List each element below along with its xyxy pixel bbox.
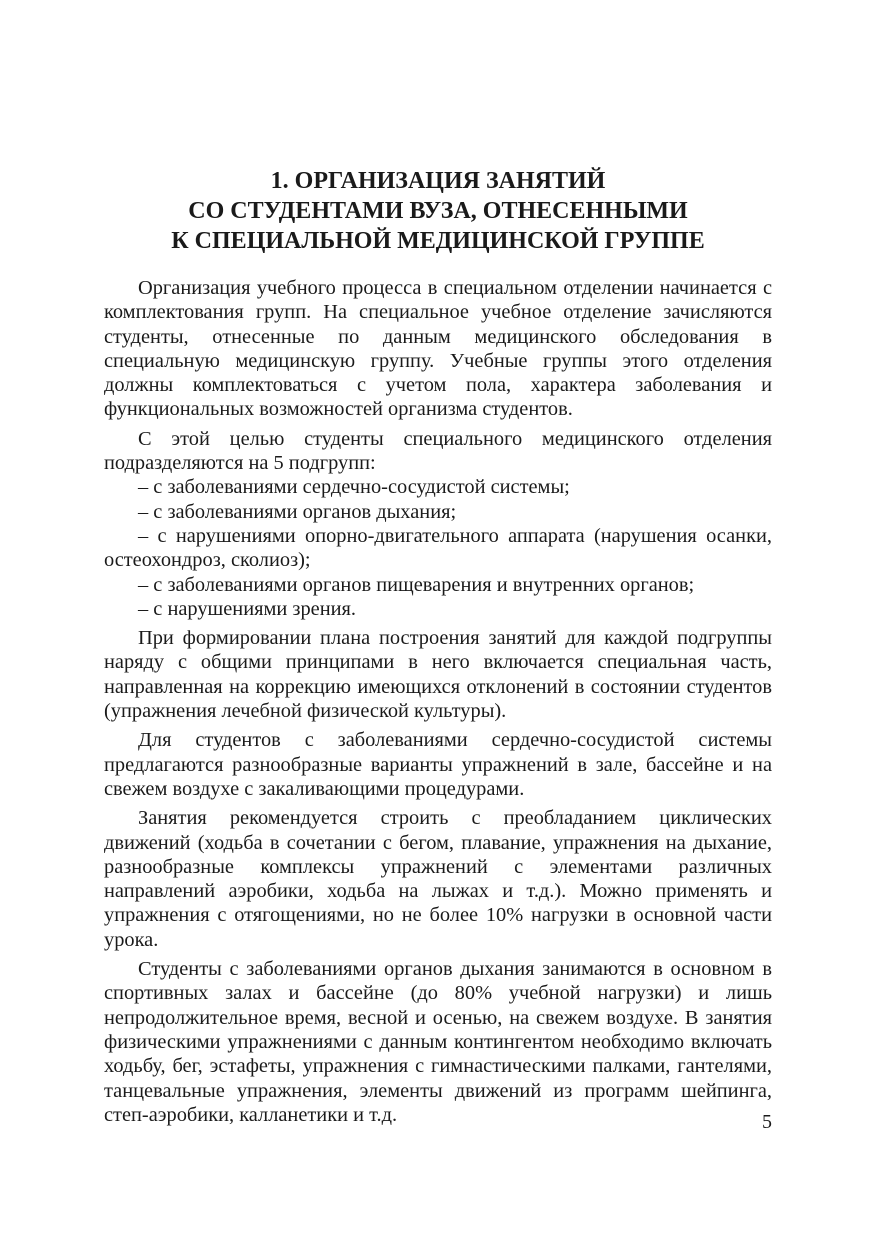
chapter-title-line: СО СТУДЕНТАМИ ВУЗА, ОТНЕСЕННЫМИ [188,198,688,224]
paragraph-plan: При формировании плана построения занятий для каждой подгруппы наряду с общими принципами в него включается специальная часть, направленная на коррекцию имеющихся отклонений в состоянии студентов (упражнения лечебной физической культуры). [104,627,772,723]
chapter-title [104,166,772,256]
paragraph-intro: Организация учебного процесса в специальном отделении начинается с комплектования групп. На специальное учебное отделение зачисляются студенты, отнесенные по данным медицинского обследования в специальную медицинскую группу. Учебные группы этого отделения должны комплектоваться с учетом пола, характера заболевания и функциональных возможностей организма студентов. [104,277,772,421]
list-item-subgroup: – с заболеваниями органов дыхания; [138,500,457,523]
chapter-title-line: К СПЕЦИАЛЬНОЙ МЕДИЦИНСКОЙ ГРУППЕ [171,228,705,254]
list-item-subgroup: – с заболеваниями сердечно-сосудистой системы; [138,476,570,499]
list-item-subgroup: – с нарушениями опорно-двигательного аппарата (нарушения осанки, остеохондроз, сколиоз); [104,524,772,572]
list-item-subgroup: – с заболеваниями органов пищеварения и внутренних органов; [138,573,695,596]
chapter-title-line: 1. ОРГАНИЗАЦИЯ ЗАНЯТИЙ [270,168,606,194]
list-item-subgroup: – с нарушениями зрения. [138,597,356,620]
paragraph-cardio: Для студентов с заболеваниями сердечно-сосудистой системы предлагаются разнообразные варианты упражнений в зале, бассейне и на свежем воздухе с закаливающими процедурами. [104,729,772,800]
paragraph-subgroups-lead: С этой целью студенты специального медицинского отделения подразделяются на 5 подгрупп: [104,427,772,475]
paragraph-cyclic: Занятия рекомендуется строить с преобладанием циклических движений (ходьба в сочетании с бегом, плавание, упражнения на дыхание, разнообразные комплексы упражнений с элементами различных направлений аэробики, ходьба на лыжах и т.д.). Можно применять и упражнения с отягощениями, но не более 10% нагрузки в основной части урока. [104,807,772,951]
page-number: 5 [762,1111,772,1133]
paragraph-respiratory: Студенты с заболеваниями органов дыхания занимаются в основном в спортивных залах и бассейне (до 80% учебной нагрузки) и лишь непродолжительное время, весной и осенью, на свежем воздухе. В занятия физическими упражнениями с данным контингентом необходимо включать ходьбу, бег, эстафеты, упражнения с гимнастическими палками, гантелями, танцевальные упражнения, элементы движений из программ шейпинга, степ-аэробики, калланетики и т.д. [104,958,772,1126]
body-text [104,276,772,1127]
